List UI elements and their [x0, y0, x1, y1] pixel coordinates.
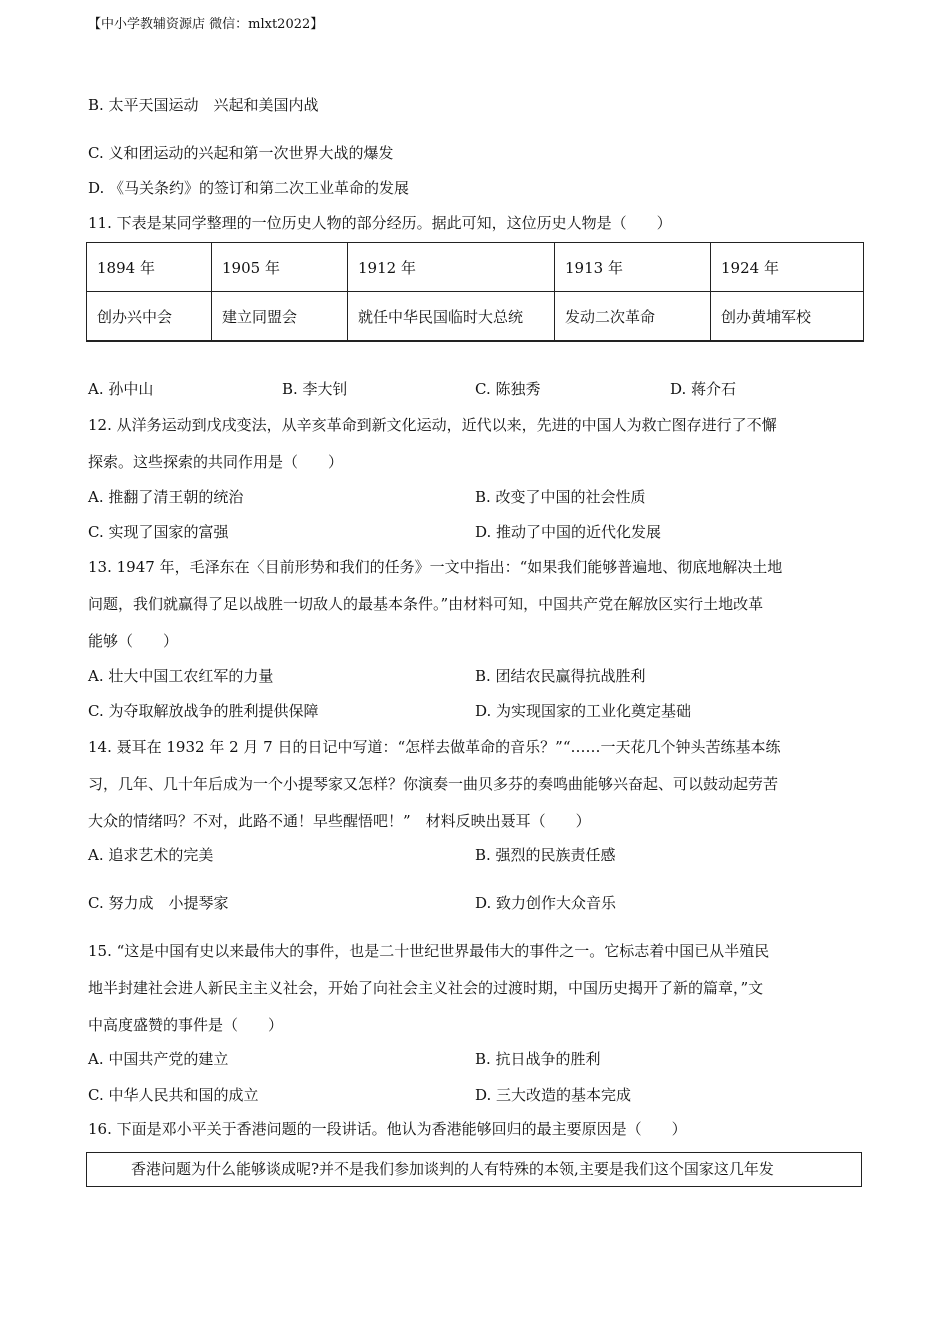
q11-stem: 11. 下表是某同学整理的一位历史人物的部分经历。据此可知，这位历史人物是（ ）	[88, 214, 672, 232]
q15-stem-line: 中高度盛赞的事件是（ ）	[88, 1016, 284, 1034]
q13-option-d: D. 为实现国家的工业化奠定基础	[475, 702, 692, 720]
q10-option-b: B. 太平天国运动 兴起和美国内战	[88, 96, 319, 114]
q14-option-d: D. 致力创作大众音乐	[475, 894, 617, 912]
table-cell-event: 创办兴中会	[87, 292, 212, 342]
q15-stem-line: 15. “这是中国有史以来最伟大的事件，也是二十世纪世界最伟大的事件之一。它标志着中国已从半殖民	[88, 942, 770, 960]
table-cell-year: 1905 年	[212, 243, 348, 292]
source-header: 【中小学教辅资源店 微信：mlxt2022】	[88, 17, 324, 32]
table-cell-year: 1924 年	[711, 243, 864, 292]
q14-stem-line: 大众的情绪吗？不对，此路不通！早些醒悟吧！” 材料反映出聂耳（ ）	[88, 812, 591, 830]
q15-option-d: D. 三大改造的基本完成	[475, 1086, 632, 1104]
table-cell-event: 发动二次革命	[555, 292, 711, 342]
q15-option-c: C. 中华人民共和国的成立	[88, 1086, 259, 1104]
table-cell-event: 创办黄埔军校	[711, 292, 864, 342]
table-row	[87, 292, 864, 342]
q10-option-d: D. 《马关条约》的签订和第二次工业革命的发展	[88, 179, 410, 197]
q12-option-b: B. 改变了中国的社会性质	[475, 488, 646, 506]
table-cell-event: 建立同盟会	[212, 292, 348, 342]
q14-stem-line: 习，几年、几十年后成为一个小提琴家又怎样？你演奏一曲贝多芬的奏鸣曲能够兴奋起、可以鼓动起劳苦	[88, 775, 779, 793]
q13-stem-line: 能够（ ）	[88, 632, 179, 650]
table-cell-event: 就任中华民国临时大总统	[348, 292, 555, 342]
q13-option-b: B. 团结农民赢得抗战胜利	[475, 667, 646, 685]
q15-stem-line: 地半封建社会进人新民主主义社会，开始了向社会主义社会的过渡时期，中国历史揭开了新的篇章，”文	[88, 979, 764, 997]
q11-option-c: C. 陈独秀	[475, 380, 541, 398]
q12-option-c: C. 实现了国家的富强	[88, 523, 229, 541]
q14-option-b: B. 强烈的民族责任感	[475, 846, 616, 864]
q16-stem: 16. 下面是邓小平关于香港问题的一段讲话。他认为香港能够回归的最主要原因是（ ）	[88, 1120, 687, 1138]
q13-stem-line: 问题，我们就赢得了足以战胜一切敌人的最基本条件。”由材料可知，中国共产党在解放区实行土地改革	[88, 595, 764, 613]
q12-stem-line: 12. 从洋务运动到戊戌变法，从辛亥革命到新文化运动，近代以来，先进的中国人为救亡图存进行了不懈	[88, 416, 777, 434]
q15-option-a: A. 中国共产党的建立	[88, 1050, 229, 1068]
q13-stem-line: 13. 1947 年，毛泽东在〈目前形势和我们的任务》一文中指出：“如果我们能够普遍地、彻底地解决土地	[88, 558, 783, 576]
table-cell-year: 1913 年	[555, 243, 711, 292]
q13-option-c: C. 为夺取解放战争的胜利提供保障	[88, 702, 319, 720]
q11-option-d: D. 蒋介石	[670, 380, 737, 398]
table-row	[87, 243, 864, 292]
q11-option-a: A. 孙中山	[88, 380, 154, 398]
q14-option-c: C. 努力成 小提琴家	[88, 894, 229, 912]
q11-option-b: B. 李大钊	[282, 380, 348, 398]
q12-option-d: D. 推动了中国的近代化发展	[475, 523, 662, 541]
q14-option-a: A. 追求艺术的完美	[88, 846, 214, 864]
q11-biography-table	[86, 242, 864, 342]
q12-stem-line: 探索。这些探索的共同作用是（ ）	[88, 453, 344, 471]
q13-option-a: A. 壮大中国工农红军的力量	[88, 667, 274, 685]
q14-stem-line: 14. 聂耳在 1932 年 2 月 7 日的日记中写道：“怎样去做革命的音乐？”“……一天花几个钟头苦练基本练	[88, 738, 781, 756]
q16-quote-box: 香港问题为什么能够谈成呢?并不是我们参加谈判的人有特殊的本领,主要是我们这个国家这几年发	[86, 1152, 862, 1187]
table-cell-year: 1912 年	[348, 243, 555, 292]
q15-option-b: B. 抗日战争的胜利	[475, 1050, 601, 1068]
q10-option-c: C. 义和团运动的兴起和第一次世界大战的爆发	[88, 144, 394, 162]
table-cell-year: 1894 年	[87, 243, 212, 292]
q12-option-a: A. 推翻了清王朝的统治	[88, 488, 244, 506]
